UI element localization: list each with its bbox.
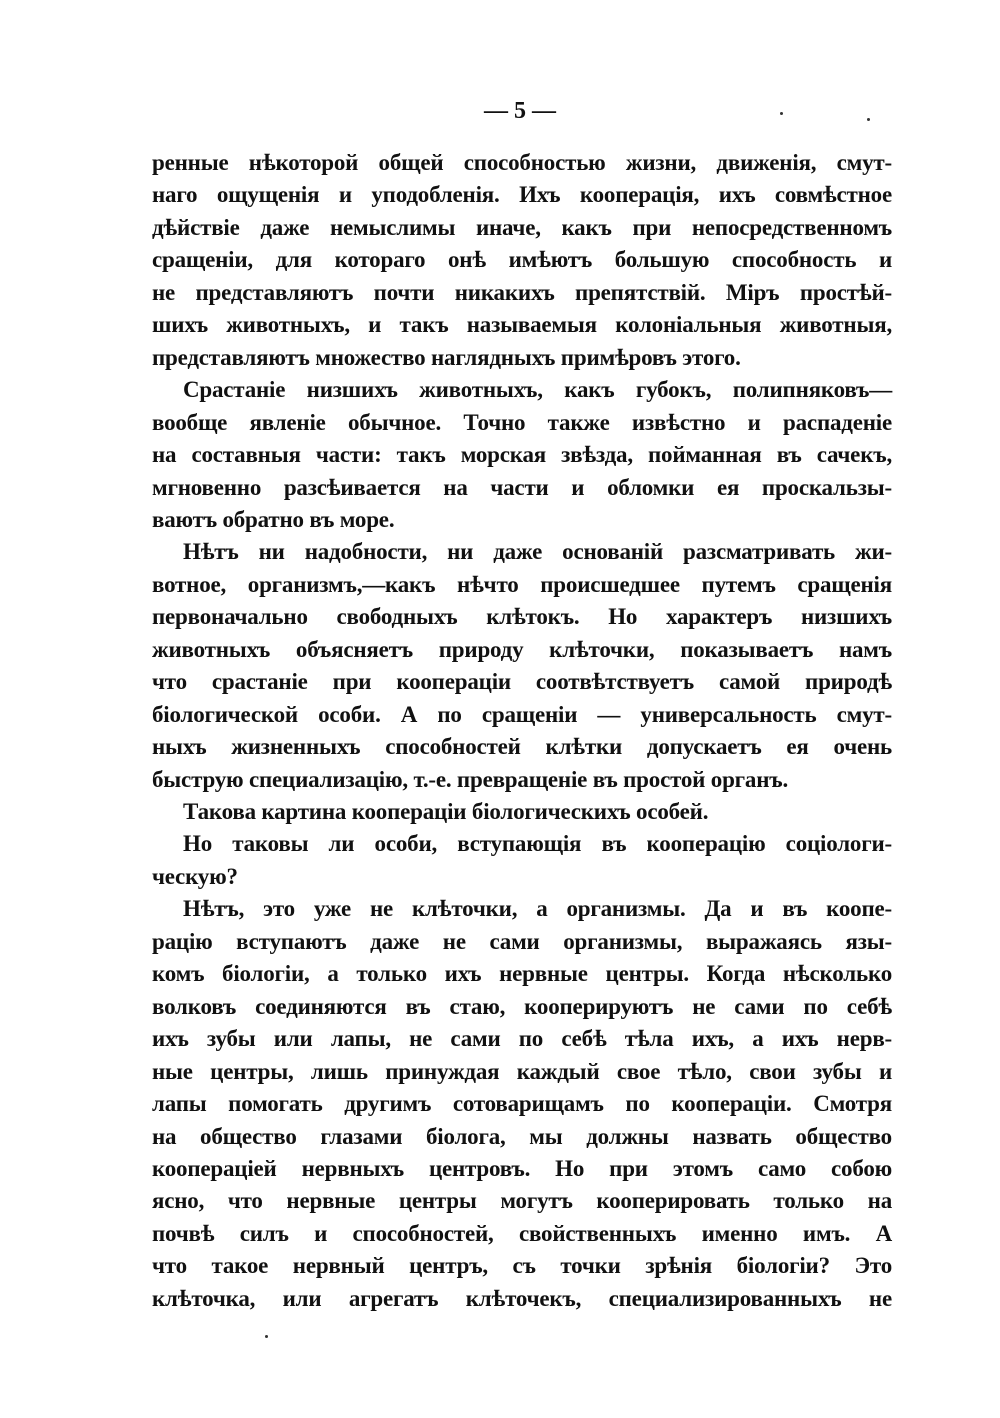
text-line: лапы помогать другимъ сотоварищамъ по коопераціи. Смотря bbox=[152, 1091, 892, 1117]
text-line: мгновенно разсѣивается на части и обломки ея проскальзы- bbox=[152, 474, 892, 500]
text-line: коопераціей нервныхъ центровъ. Но при этомъ само собою bbox=[152, 1155, 892, 1181]
text-line: что срастаніе при коопераціи соотвѣтствуетъ самой природѣ bbox=[152, 669, 892, 695]
text-line: дѣйствіе даже немыслимы иначе, какъ при непосредственномъ bbox=[152, 214, 892, 240]
scan-speck bbox=[780, 112, 783, 115]
text-line: быструю специализацію, т.-е. превращеніе въ простой органъ. bbox=[152, 766, 789, 792]
text-line: животныхъ объясняетъ природу клѣточки, показываетъ намъ bbox=[152, 636, 892, 662]
text-line: Но таковы ли особи, вступающія въ кооперацію соціологи- bbox=[183, 831, 892, 857]
text-line: комъ біологіи, а только ихъ нервные центры. Когда нѣсколько bbox=[152, 961, 892, 987]
text-line: Нѣтъ, это уже не клѣточки, а организмы. Да и въ коопе- bbox=[183, 896, 892, 922]
text-line: клѣточка, или агрегатъ клѣточекъ, специализированныхъ не bbox=[152, 1285, 892, 1311]
text-line: ихъ зубы или лапы, не сами по себѣ тѣла ихъ, а ихъ нерв- bbox=[152, 1026, 892, 1052]
text-line: представляютъ множество наглядныхъ примѣровъ этого. bbox=[152, 344, 741, 370]
text-line: что такое нервный центръ, съ точки зрѣнія біологіи? Это bbox=[152, 1253, 892, 1279]
text-line: первоначально свободныхъ клѣтокъ. Но характеръ низшихъ bbox=[152, 604, 892, 630]
text-line: вообще явленіе обычное. Точно также извѣстно и распаденіе bbox=[152, 409, 892, 435]
page-number: — 5 — bbox=[484, 98, 556, 124]
text-line: ныхъ жизненныхъ способностей клѣтки допускаетъ ея очень bbox=[152, 734, 892, 760]
text-line: наго ощущенія и уподобленія. Ихъ кооперація, ихъ совмѣстное bbox=[152, 182, 892, 208]
text-line: ясно, что нервные центры могутъ кооперировать только на bbox=[152, 1188, 892, 1214]
text-line: не представляютъ почти никакихъ препятствій. Міръ простѣй- bbox=[152, 279, 892, 305]
text-line: рацію вступаютъ даже не сами организмы, выражаясь язы- bbox=[152, 928, 892, 954]
text-line: ренные нѣкоторой общей способностью жизни, движенія, смут- bbox=[152, 150, 892, 175]
text-line: волковъ соединяются въ стаю, кооперируютъ не сами по себѣ bbox=[152, 993, 892, 1019]
text-line: Такова картина коопераціи біологическихъ особей. bbox=[183, 799, 709, 824]
text-line: вотное, организмъ,—какъ нѣчто происшедшее путемъ сращенія bbox=[152, 571, 892, 597]
text-line: біологической особи. А по сращеніи — универсальность смут- bbox=[152, 701, 892, 727]
scan-speck bbox=[265, 1335, 268, 1338]
text-line: Нѣтъ ни надобности, ни даже основаній разсматривать жи- bbox=[183, 539, 892, 565]
scan-speck bbox=[867, 118, 870, 121]
text-line: шихъ животныхъ, и такъ называемыя колоніальныя животныя, bbox=[152, 312, 892, 338]
text-line: на составныя части: такъ морская звѣзда, пойманная въ сачекъ, bbox=[152, 442, 892, 468]
text-line: Срастаніе низшихъ животныхъ, какъ губокъ, полипняковъ— bbox=[183, 377, 892, 403]
text-line: ческую? bbox=[152, 863, 238, 889]
text-line: сращеніи, для котораго онѣ имѣютъ большую способность и bbox=[152, 247, 892, 273]
text-line: ваютъ обратно въ море. bbox=[152, 506, 395, 532]
text-line: почвѣ силъ и способностей, свойственныхъ именно имъ. А bbox=[152, 1220, 892, 1246]
text-line: на общество глазами біолога, мы должны назвать общество bbox=[152, 1123, 892, 1149]
text-line: ные центры, лишь принуждая каждый свое тѣло, свои зубы и bbox=[152, 1058, 892, 1084]
